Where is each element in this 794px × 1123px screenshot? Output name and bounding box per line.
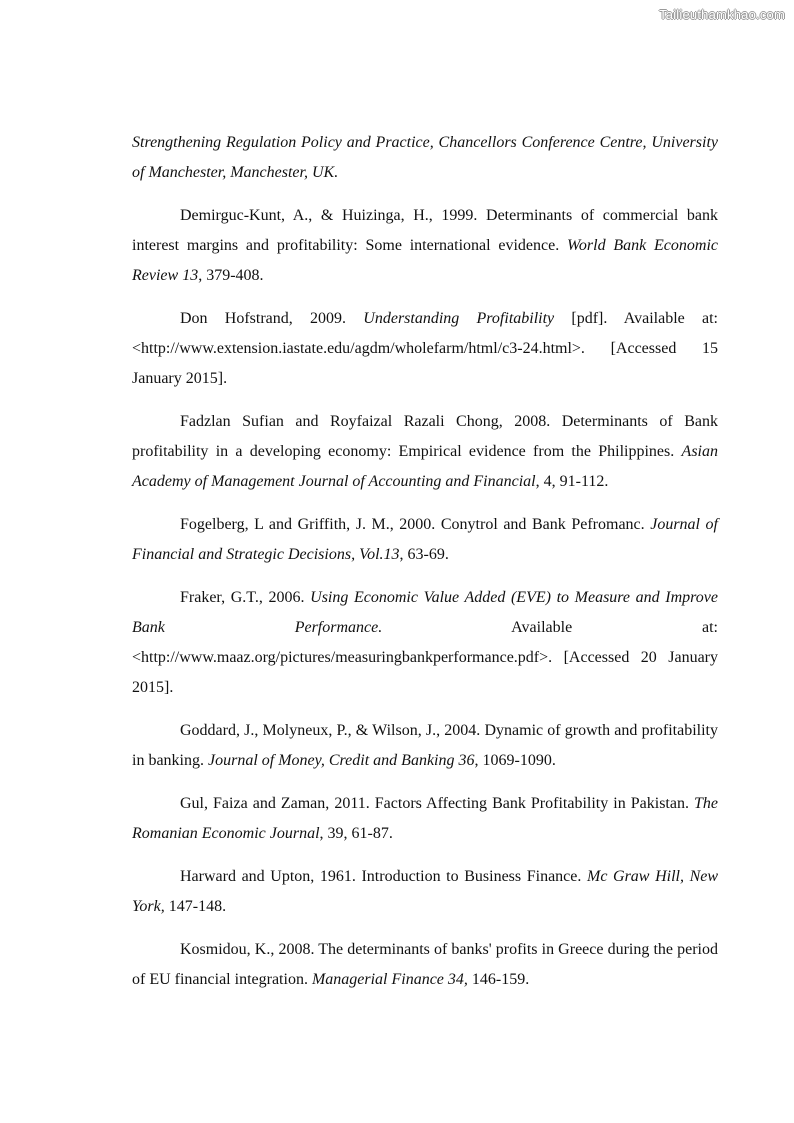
reference-italic-text: Mc Graw Hill, New York, <box>132 868 719 915</box>
reference-text: Fogelberg, L and Griffith, J. M., 2000. Conytrol and Bank Pefromanc. <box>180 516 651 533</box>
reference-entry <box>132 510 718 570</box>
reference-italic-text: Managerial Finance 34, <box>311 971 468 988</box>
reference-text: Fadzlan Sufian and Royfaizal Razali Chong, 2008. Determinants of Bank profitability in a developing economy: Empirical evidence from the Philippines. <box>132 413 718 460</box>
reference-italic-text: Understanding Profitability <box>363 310 555 327</box>
reference-text: Kosmidou, K., 2008. The determinants of banks' profits in Greece during the period of EU financial integration. <box>132 941 718 988</box>
reference-italic-text: Journal of Financial and Strategic Decisions, Vol.13 <box>132 516 719 563</box>
reference-italic-text: World Bank Economic Review 13 <box>132 237 718 284</box>
reference-italic-text: Asian Academy of Management Journal of Accounting and Financial <box>132 443 718 490</box>
reference-entry <box>132 304 718 394</box>
reference-text: , 379-408. <box>198 267 264 284</box>
reference-italic-text: Using Economic Value Added (EVE) to Measure and Improve Bank Performance. <box>132 589 718 636</box>
reference-text: Harward and Upton, 1961. Introduction to Business Finance. <box>180 868 587 885</box>
reference-entry <box>132 935 718 995</box>
reference-text: [pdf]. Available at: <http://www.extension.iastate.edu/agdm/wholefarm/html/c3-24.html>. [Accessed 15 January 2015]. <box>132 310 718 387</box>
reference-text: Don Hofstrand, 2009. <box>180 310 364 327</box>
watermark: Tailieuthamkhao.com <box>659 7 785 22</box>
reference-entry <box>132 716 718 776</box>
reference-entry <box>132 201 718 291</box>
reference-text: , 1069-1090. <box>474 752 556 769</box>
reference-entry <box>132 407 718 497</box>
reference-italic-text: Journal of Money, Credit and Banking 36 <box>208 752 475 769</box>
reference-entry <box>132 789 718 849</box>
reference-italic-text: The Romanian Economic Journal <box>132 795 718 842</box>
reference-text: , 63-69. <box>399 546 449 563</box>
reference-entry <box>132 128 718 188</box>
reference-italic-text: Strengthening Regulation Policy and Practice, Chancellors Conference Centre, University of Manchester, Manchester, UK. <box>132 134 718 181</box>
reference-entry <box>132 862 718 922</box>
reference-text: Gul, Faiza and Zaman, 2011. Factors Affecting Bank Profitability in Pakistan. <box>180 795 694 812</box>
reference-entry <box>132 583 718 703</box>
reference-text: Fraker, G.T., 2006. <box>180 589 311 606</box>
reference-text: 147-148. <box>164 898 227 915</box>
reference-list <box>132 128 718 1008</box>
reference-text: 146-159. <box>467 971 530 988</box>
reference-text: , 4, 91-112. <box>535 473 609 490</box>
reference-text: Available at: <http://www.maaz.org/pictures/measuringbankperformance.pdf>. [Accessed 20 January 2015]. <box>132 619 718 696</box>
reference-text: , 39, 61-87. <box>319 825 393 842</box>
reference-text: Demirguc-Kunt, A., & Huizinga, H., 1999. Determinants of commercial bank interest margins and profitability: Some international evidence. <box>132 207 718 254</box>
reference-text: Goddard, J., Molyneux, P., & Wilson, J., 2004. Dynamic of growth and profitability in banking. <box>132 722 718 769</box>
